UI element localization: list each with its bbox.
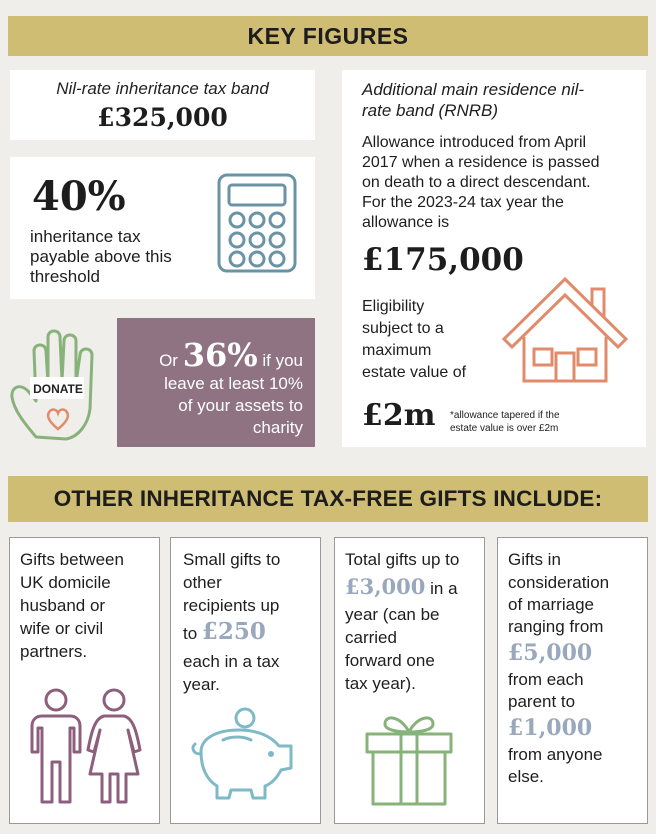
calculator-icon xyxy=(217,173,297,273)
rnrb-title-line1: Additional main residence nil- xyxy=(362,80,585,99)
marriage-line1: Gifts in xyxy=(508,550,561,569)
small-line4 xyxy=(183,618,266,645)
rnrb-footnote-line1: *allowance tapered if the xyxy=(450,410,560,421)
gift-card-marriage xyxy=(497,537,648,824)
annual-line6: tax year). xyxy=(345,674,416,693)
rnrb-amount: £175,000 xyxy=(362,242,524,278)
annual-line1: Total gifts up to xyxy=(345,550,460,569)
rnrb-elig-line1: Eligibility xyxy=(362,298,425,315)
charity-line2: leave at least 10% xyxy=(164,374,303,393)
marriage-line6: parent to xyxy=(508,692,576,711)
charity-line3: of your assets to xyxy=(178,396,303,415)
marriage-line4: ranging from xyxy=(508,617,604,636)
small-line6: year. xyxy=(183,675,220,694)
rate-40-line2: payable above this xyxy=(30,247,172,266)
small-line2: other xyxy=(183,573,222,592)
nil-rate-label: Nil-rate inheritance tax band xyxy=(56,79,269,98)
rate-40-line1: inheritance tax xyxy=(30,227,141,246)
rnrb-footnote-line2: estate value is over £2m xyxy=(450,423,559,434)
annual-line2-suffix: in a xyxy=(430,579,458,598)
marriage-line3: of marriage xyxy=(508,595,594,614)
marriage-line2: consideration xyxy=(508,573,610,592)
marriage-amount2: £1,000 xyxy=(508,715,593,741)
small-line1: Small gifts to xyxy=(183,550,281,569)
spouse-line2: UK domicile xyxy=(20,573,111,592)
other-gifts-banner xyxy=(8,476,648,522)
rnrb-card xyxy=(342,70,646,447)
gift-card-small xyxy=(170,537,321,824)
rate-40-value: 40% xyxy=(32,173,126,220)
key-figures-banner xyxy=(8,16,648,56)
rate-40-line3: threshold xyxy=(30,267,100,286)
rnrb-desc-line4: For the 2023-24 tax year the xyxy=(362,194,564,211)
rnrb-desc-line1: Allowance introduced from April xyxy=(362,134,587,151)
rnrb-elig-line4: estate value of xyxy=(362,364,467,381)
charity-value: 36% xyxy=(182,336,258,374)
annual-line4: carried xyxy=(345,628,397,647)
marriage-line7: from anyone xyxy=(508,745,603,764)
rate-40-card xyxy=(10,157,315,299)
gift-card-annual xyxy=(334,537,485,824)
spouse-line3: husband or xyxy=(20,596,106,615)
annual-line2 xyxy=(345,574,458,599)
annual-amount: £3,000 xyxy=(345,574,426,599)
marriage-amount1: £5,000 xyxy=(508,640,593,666)
piggy-bank-icon xyxy=(187,706,299,806)
marriage-line5: from each xyxy=(508,670,584,689)
annual-line5: forward one xyxy=(345,651,435,670)
rnrb-title-line2: rate band (RNRB) xyxy=(362,101,499,120)
annual-line3: year (can be xyxy=(345,605,440,624)
marriage-line8: else. xyxy=(508,767,544,786)
rnrb-desc-line5: allowance is xyxy=(362,214,450,231)
gift-icon xyxy=(363,710,455,808)
small-amount: £250 xyxy=(201,618,266,645)
donate-label: DONATE xyxy=(33,382,83,396)
rnrb-desc-line2: 2017 when a residence is passed xyxy=(362,154,600,171)
charity-line1 xyxy=(159,336,303,374)
small-line5: each in a tax xyxy=(183,652,280,671)
people-icon xyxy=(22,688,146,808)
rnrb-elig-line3: maximum xyxy=(362,342,432,359)
house-icon xyxy=(500,275,630,385)
other-gifts-title: OTHER INHERITANCE TAX-FREE GIFTS INCLUDE: xyxy=(53,486,603,511)
charity-line4: charity xyxy=(252,418,303,437)
charity-card xyxy=(117,318,315,447)
charity-prefix: Or xyxy=(159,351,178,370)
charity-suffix: if you xyxy=(262,351,303,370)
rnrb-elig-line2: subject to a xyxy=(362,320,444,337)
spouse-line5: partners. xyxy=(20,642,88,661)
key-figures-title: KEY FIGURES xyxy=(247,23,409,49)
small-line4-prefix: to xyxy=(183,624,198,643)
gift-card-spouse xyxy=(9,537,160,824)
small-line3: recipients up xyxy=(183,596,280,615)
spouse-line4: wife or civil xyxy=(20,619,104,638)
nil-rate-card xyxy=(10,70,315,140)
rnrb-desc-line3: on death to a direct descendant. xyxy=(362,174,591,191)
spouse-line1: Gifts between xyxy=(20,550,124,569)
rnrb-max-value: £2m xyxy=(362,398,436,433)
nil-rate-amount: £325,000 xyxy=(97,103,228,132)
